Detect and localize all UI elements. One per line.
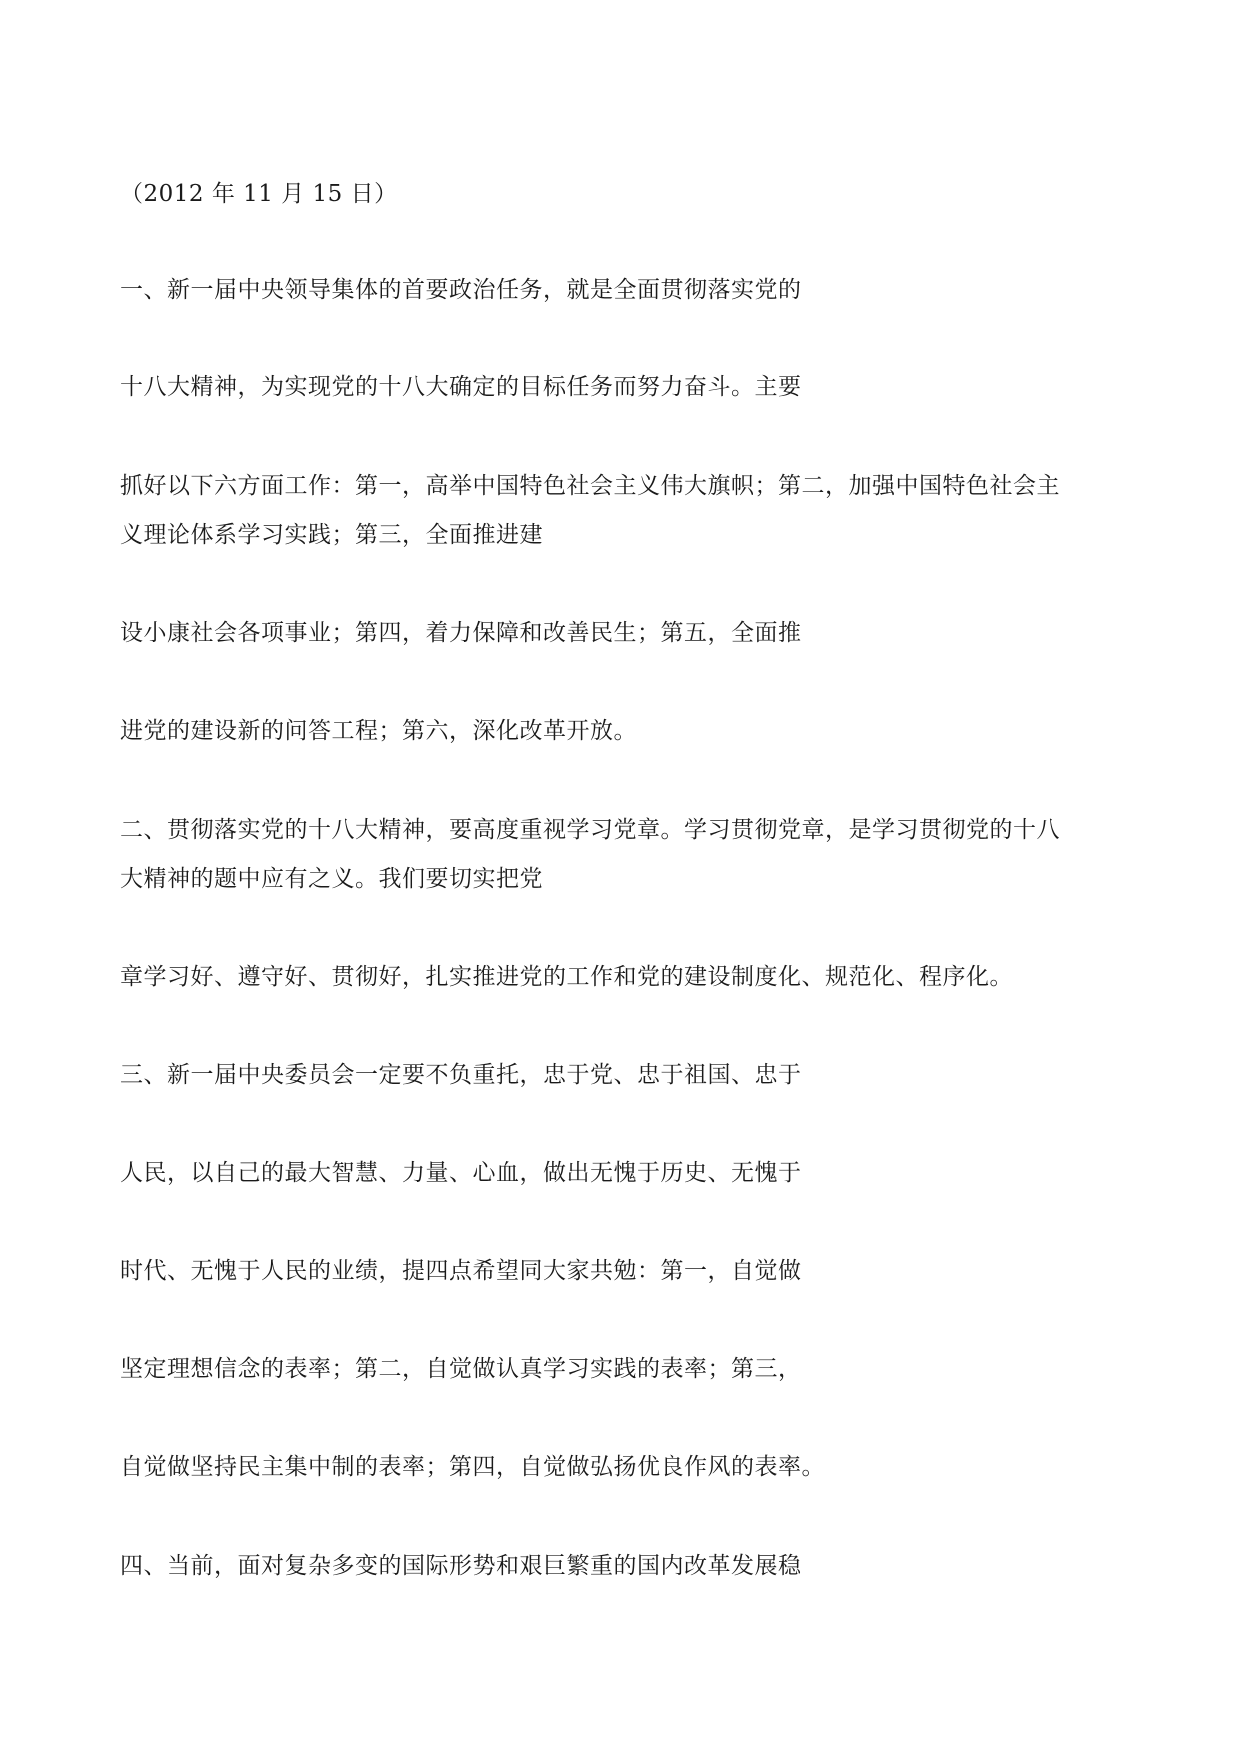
paragraph-line: 人民，以自己的最大智慧、力量、心血，做出无愧于历史、无愧于 [120, 1160, 802, 1186]
paragraph-line: 抓好以下六方面工作：第一，高举中国特色社会主义伟大旗帜；第二，加强中国特色社会主 [120, 473, 1060, 499]
paragraph-line: 章学习好、遵守好、贯彻好，扎实推进党的工作和党的建设制度化、规范化、程序化。 [120, 964, 1013, 990]
paragraph-line: 设小康社会各项事业；第四，着力保障和改善民生；第五，全面推 [120, 620, 802, 646]
paragraph-line: 义理论体系学习实践；第三，全面推进建 [120, 522, 543, 548]
paragraph-line: 一、新一届中央领导集体的首要政治任务，就是全面贯彻落实党的 [120, 277, 802, 303]
paragraph-line: 坚定理想信念的表率；第二，自觉做认真学习实践的表率；第三， [120, 1356, 802, 1382]
paragraph-line: 十八大精神，为实现党的十八大确定的目标任务而努力奋斗。主要 [120, 374, 802, 400]
document-date: （2012 年 11 月 15 日） [120, 181, 398, 207]
paragraph-line: 二、贯彻落实党的十八大精神，要高度重视学习党章。学习贯彻党章，是学习贯彻党的十八 [120, 817, 1060, 843]
paragraph-line: 自觉做坚持民主集中制的表率；第四，自觉做弘扬优良作风的表率。 [120, 1454, 825, 1480]
paragraph-line: 四、当前，面对复杂多变的国际形势和艰巨繁重的国内改革发展稳 [120, 1553, 802, 1579]
paragraph-line: 三、新一届中央委员会一定要不负重托，忠于党、忠于祖国、忠于 [120, 1062, 802, 1088]
paragraph-line: 大精神的题中应有之义。我们要切实把党 [120, 866, 543, 892]
paragraph-line: 进党的建设新的问答工程；第六，深化改革开放。 [120, 718, 637, 744]
paragraph-line: 时代、无愧于人民的业绩，提四点希望同大家共勉：第一，自觉做 [120, 1258, 802, 1284]
